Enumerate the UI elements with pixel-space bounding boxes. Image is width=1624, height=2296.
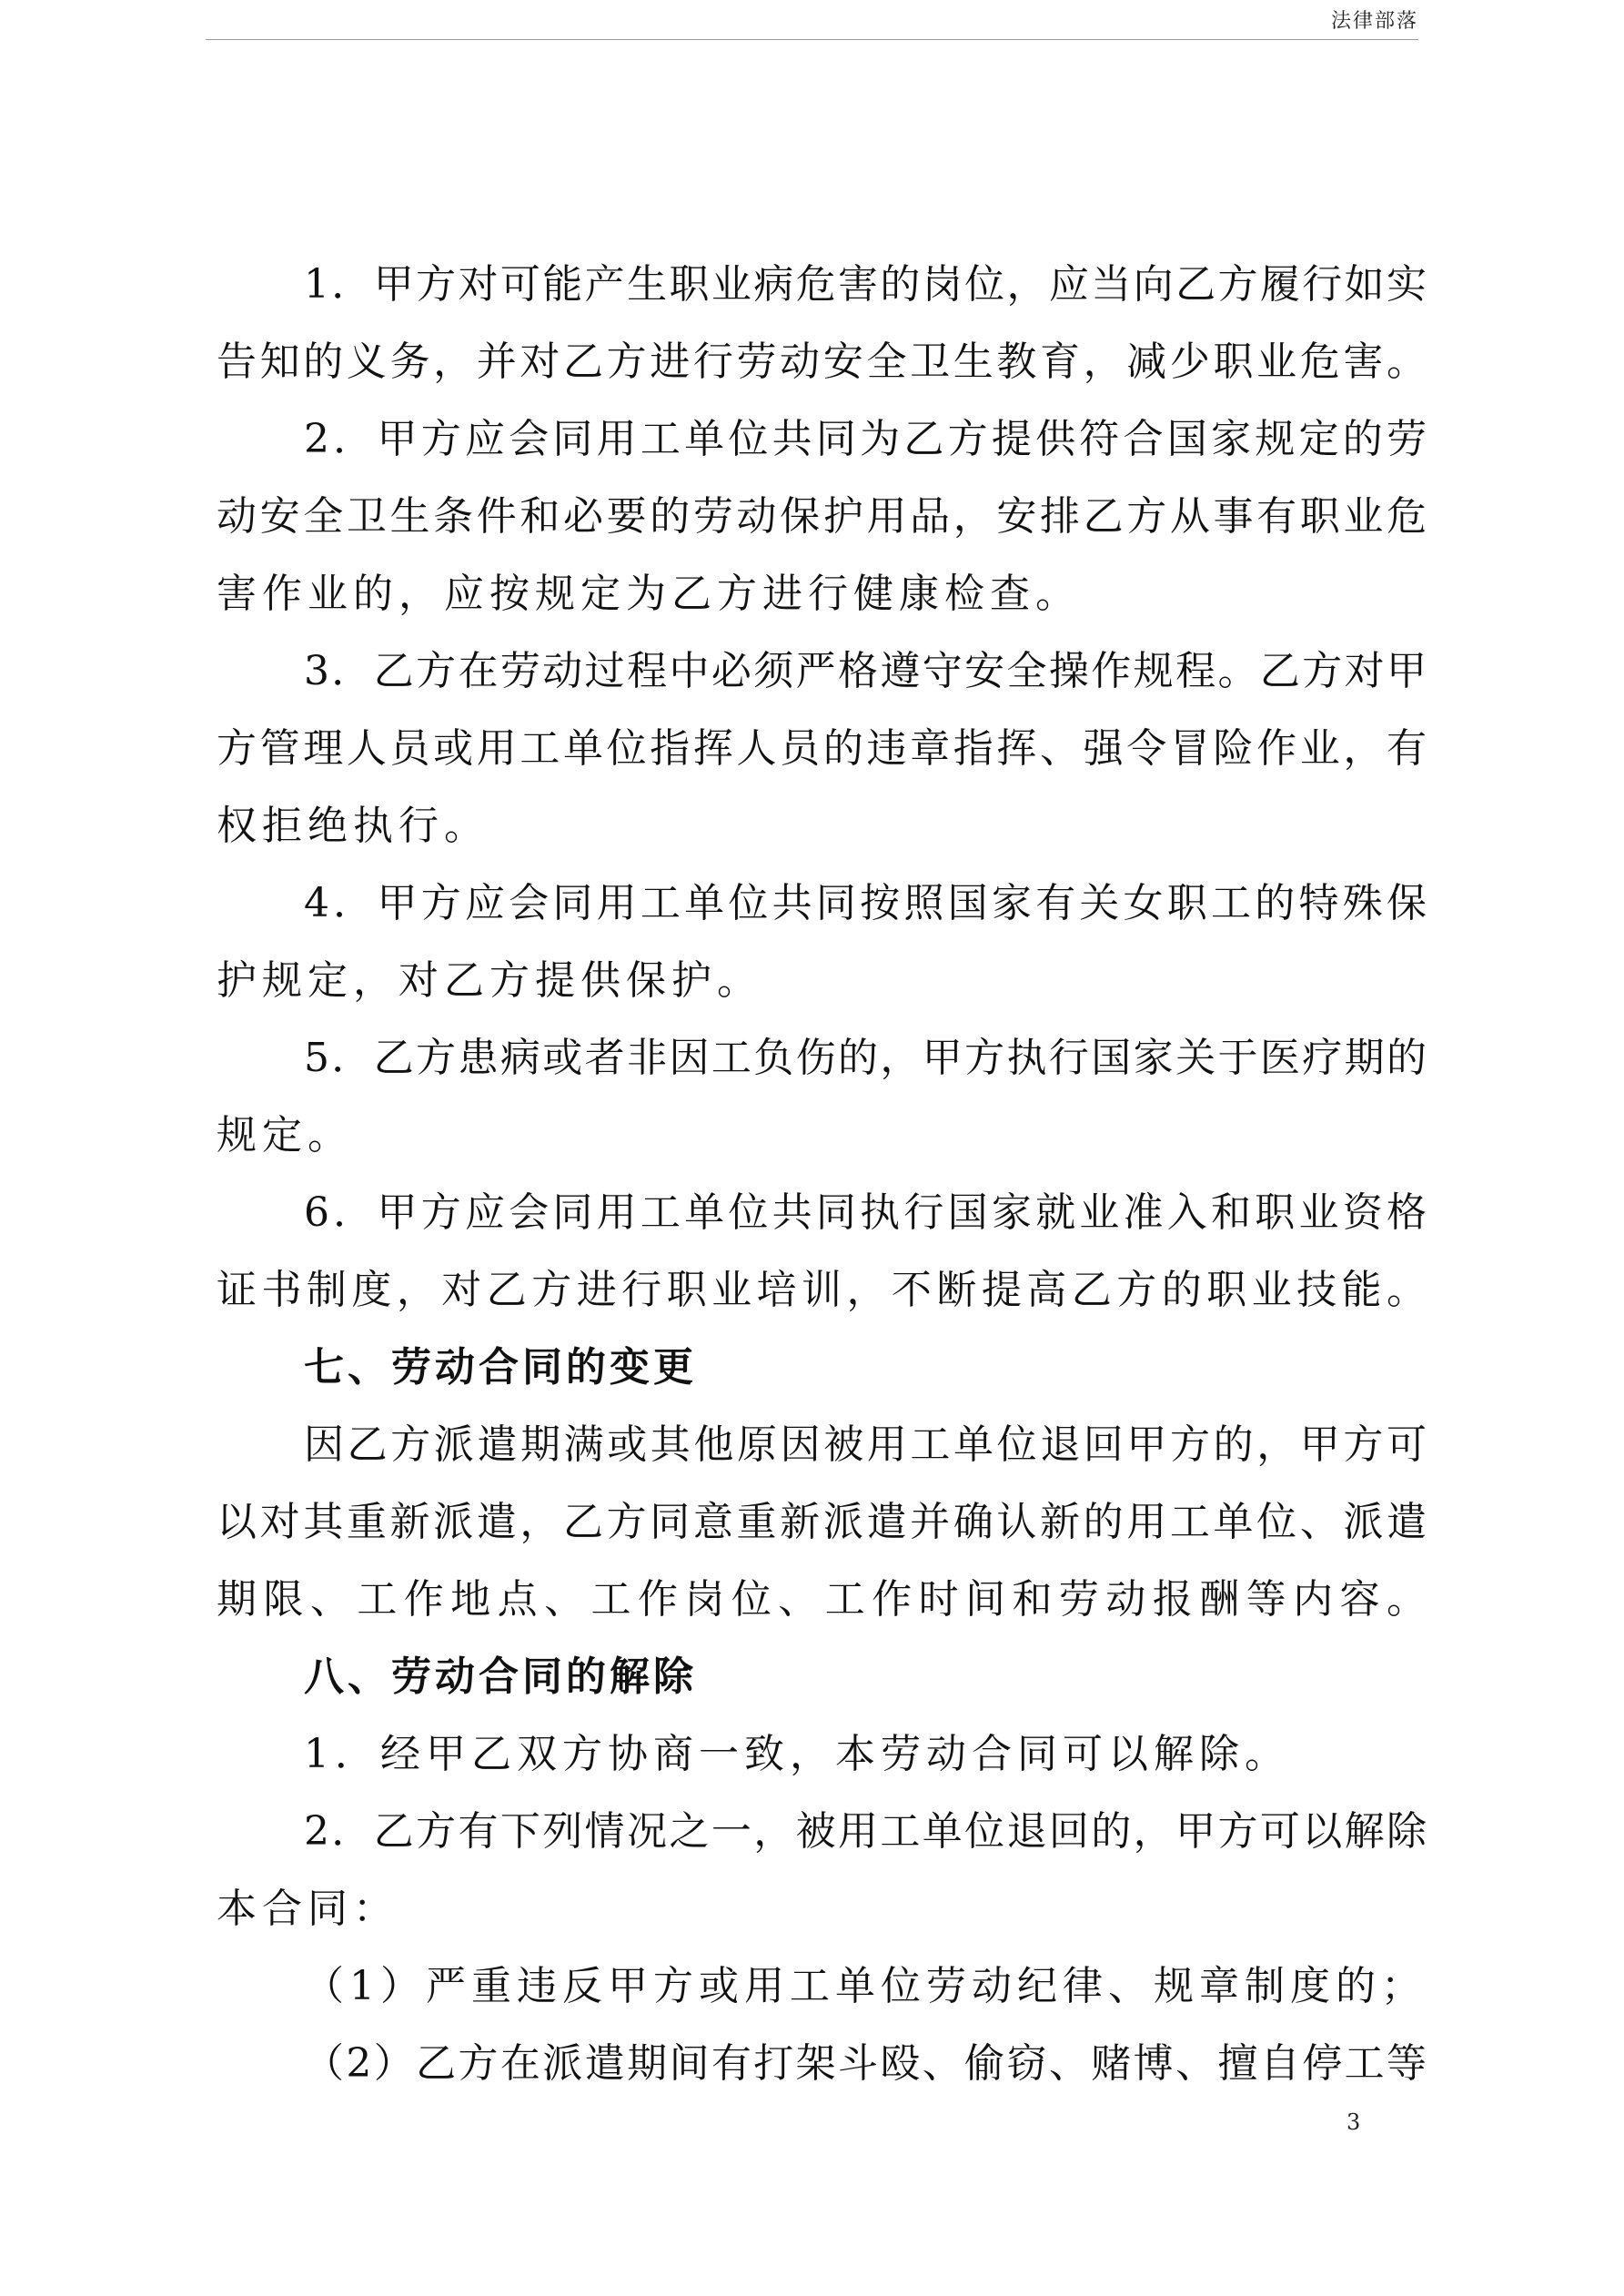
text-line: 3．乙方在劳动过程中必须严格遵守安全操作规程。乙方对甲: [304, 648, 1427, 694]
text-line: （1）严重违反甲方或用工单位劳动纪律、规章制度的；: [304, 1963, 1427, 2009]
text-line: 期限、工作地点、工作岗位、工作时间和劳动报酬等内容。: [217, 1576, 1427, 1623]
text-line: 护规定，对乙方提供保护。: [217, 957, 762, 1004]
text-line: 证书制度，对乙方进行职业培训，不断提高乙方的职业技能。: [217, 1267, 1427, 1313]
text-line: 本合同：: [217, 1886, 398, 1932]
text-line: 方管理人员或用工单位指挥人员的违章指挥、强令冒险作业，有: [217, 725, 1427, 772]
text-line: 6．甲方应会同用工单位共同执行国家就业准入和职业资格: [304, 1189, 1427, 1236]
text-line: 4．甲方应会同用工单位共同按照国家有关女职工的特殊保: [304, 880, 1427, 926]
text-line: 告知的义务，并对乙方进行劳动安全卫生教育，减少职业危害。: [217, 339, 1427, 385]
header-rule: [206, 39, 1418, 40]
page-number: 3: [1347, 2109, 1361, 2135]
text-line: 1．经甲乙双方协商一致，本劳动合同可以解除。: [304, 1731, 1290, 1777]
text-line: （2）乙方在派遣期间有打架斗殴、偷窃、赌博、擅自停工等: [304, 2040, 1427, 2087]
text-line: 以对其重新派遣，乙方同意重新派遣并确认新的用工单位、派遣: [217, 1499, 1427, 1545]
text-line: 2．乙方有下列情况之一，被用工单位退回的，甲方可以解除: [304, 1808, 1427, 1855]
page-header: 法律部落: [1330, 10, 1418, 33]
text-line: 害作业的，应按规定为乙方进行健康检查。: [217, 571, 1081, 617]
text-line: 1．甲方对可能产生职业病危害的岗位，应当向乙方履行如实: [304, 261, 1427, 308]
text-line: 5．乙方患病或者非因工负伤的，甲方执行国家关于医疗期的: [304, 1035, 1427, 1081]
text-line: 权拒绝执行。: [217, 803, 489, 849]
document-body: [217, 246, 1427, 2102]
section-heading: 八、劳动合同的解除: [304, 1654, 697, 1700]
text-line: 因乙方派遣期满或其他原因被用工单位退回甲方的，甲方可: [304, 1421, 1427, 1468]
text-line: 动安全卫生条件和必要的劳动保护用品，安排乙方从事有职业危: [217, 493, 1427, 540]
section-heading: 七、劳动合同的变更: [304, 1344, 697, 1391]
text-line: 2．甲方应会同用工单位共同为乙方提供符合国家规定的劳: [304, 416, 1427, 462]
text-line: 规定。: [217, 1112, 353, 1158]
